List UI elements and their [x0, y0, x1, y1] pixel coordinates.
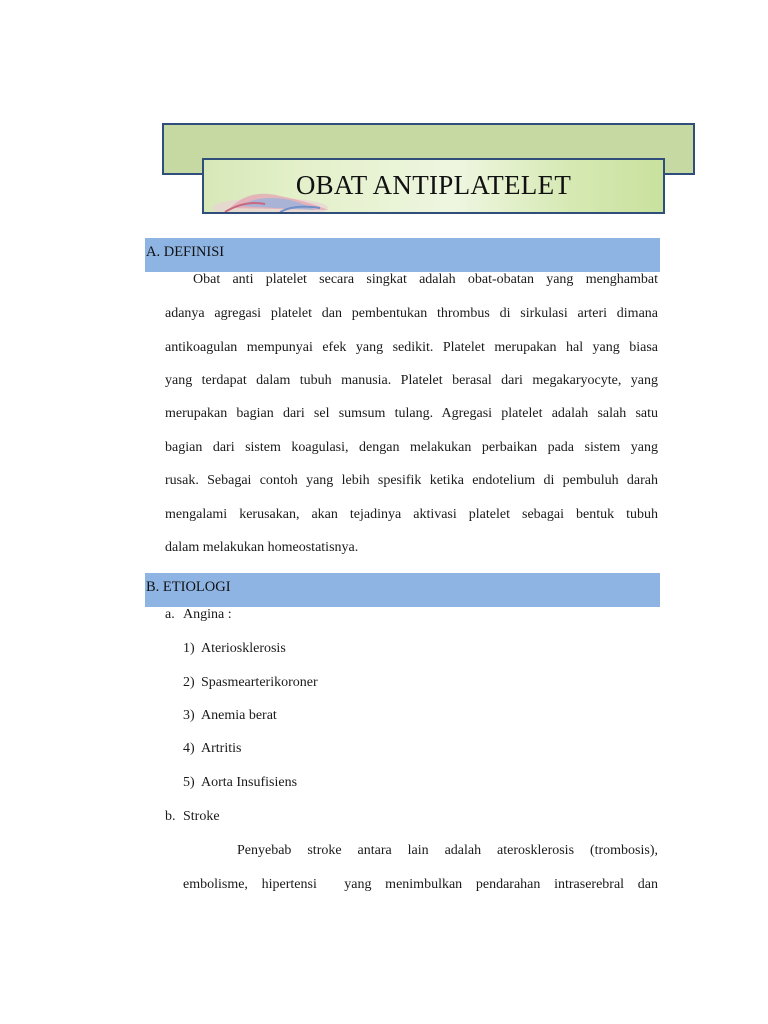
paragraph-line: embolisme, hipertensi yang menimbulkan pendarahan intraserebral dan [183, 877, 658, 892]
list-item-number: 2) [183, 675, 195, 690]
list-item-number: 4) [183, 741, 195, 756]
paragraph-line: Penyebab stroke antara lain adalah aterosklerosis (trombosis), [237, 843, 658, 858]
paragraph-line: rusak. Sebagai contoh yang lebih spesifik ketika endotelium di pembuluh darah [165, 473, 658, 488]
list-marker: a. [165, 607, 175, 622]
section-heading-etiologi: B. ETIOLOGI [145, 573, 660, 607]
list-marker: b. [165, 809, 176, 824]
list-item: Aorta Insufisiens [201, 775, 298, 790]
paragraph-line: merupakan bagian dari sel sumsum tulang. Agregasi platelet adalah salah satu [165, 406, 658, 421]
section-heading-definisi: A. DEFINISI [145, 238, 660, 272]
list-item: Ateriosklerosis [201, 641, 286, 656]
paragraph-line: Obat anti platelet secara singkat adalah obat-obatan yang menghambat [193, 272, 658, 287]
list-item-number: 1) [183, 641, 195, 656]
paragraph-line: mengalami kerusakan, akan tejadinya aktivasi platelet sebagai bentuk tubuh [165, 507, 658, 522]
list-item-number: 5) [183, 775, 195, 790]
paragraph-line: bagian dari sistem koagulasi, dengan melakukan perbaikan pada sistem yang [165, 440, 658, 455]
list-item: Anemia berat [201, 708, 277, 723]
paragraph-line: antikoagulan mempunyai efek yang sedikit. Platelet merupakan hal yang biasa [165, 340, 658, 355]
paragraph-line: adanya agregasi platelet dan pembentukan thrombus di sirkulasi arteri dimana [165, 306, 658, 321]
title-banner [202, 158, 665, 214]
list-item: Artritis [201, 741, 242, 756]
page-title: OBAT ANTIPLATELET [295, 170, 572, 200]
paragraph-line: dalam melakukan homeostatisnya. [165, 540, 359, 555]
list-item-number: 3) [183, 708, 195, 723]
paragraph-line: yang terdapat dalam tubuh manusia. Platelet berasal dari megakaryocyte, yang [165, 373, 658, 388]
list-item: Spasmearterikoroner [201, 675, 318, 690]
list-label-angina: Angina : [183, 607, 232, 622]
list-label-stroke: Stroke [183, 809, 220, 824]
